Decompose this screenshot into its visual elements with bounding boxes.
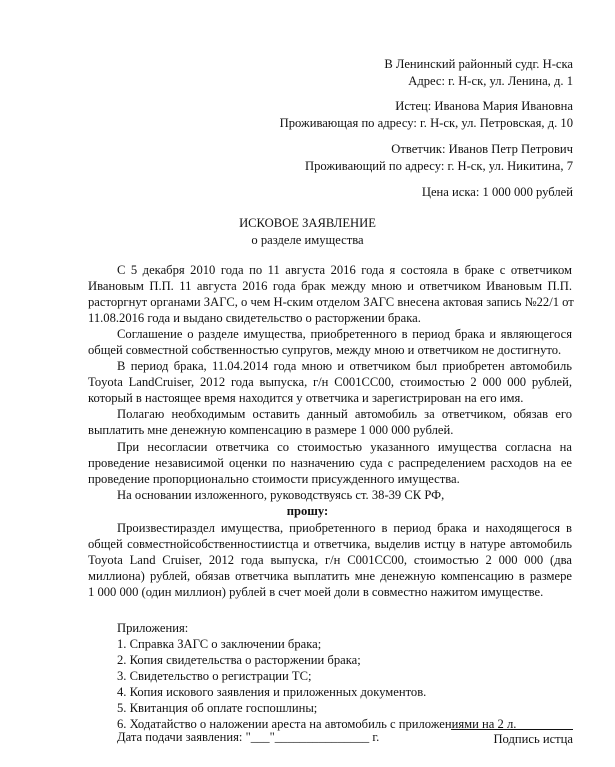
paragraph-line: В период брака, 11.04.2014 года мною и ответчиком был приобретен автомобиль xyxy=(117,359,572,373)
paragraph-line: проведение пропорционально стоимости присужденного имущества. xyxy=(88,472,460,486)
filing-date-line: Дата подачи заявления: "___"_______________ г. xyxy=(117,730,380,744)
defendant-address: Проживающий по адресу: г. Н-ск, ул. Никитина, 7 xyxy=(304,159,573,173)
paragraph-line: общей совместной собственностью супругов, между мною и ответчиком не достигнуто. xyxy=(88,343,562,357)
paragraph-line: На основании изложенного, руководствуясь ст. 38-39 СК РФ, xyxy=(117,488,445,502)
attachment-item: 1. Справка ЗАГС о заключении брака; xyxy=(117,637,322,651)
signature-block xyxy=(451,729,573,748)
court-name: В Ленинский районный судг. Н-ска xyxy=(384,57,573,71)
court-address: Адрес: г. Н-ск, ул. Ленина, д. 1 xyxy=(408,74,573,88)
paragraph-line: который в настоящее время находится у ответчика и зарегистрирован на его имя. xyxy=(88,391,524,405)
plaintiff-address: Проживающая по адресу: г. Н-ск, ул. Петровская, д. 10 xyxy=(279,116,573,130)
document-title: ИСКОВОЕ ЗАЯВЛЕНИЕ xyxy=(239,216,376,230)
paragraph-line: 1 000 000 (один миллион) рублей в счет моей доли в совместно нажитом имуществе. xyxy=(88,585,544,599)
paragraph-line: Произвестираздел имущества, приобретенного в период брака и находящегося в xyxy=(117,521,572,535)
paragraph-line: Toyota LandCruiser, 2012 года выпуска, г/н С001СС00, стоимостью 2 000 000 рублей, xyxy=(88,375,572,389)
paragraph-line: Полагаю необходимым оставить данный автомобиль за ответчиком, обязав его xyxy=(117,407,572,421)
attachment-item: 3. Свидетельство о регистрации ТС; xyxy=(117,669,312,683)
paragraph-line: миллиона) рублей, обязав ответчика выплатить мне денежную компенсацию в размере xyxy=(88,569,572,583)
attachment-item: 4. Копия искового заявления и приложенных документов. xyxy=(117,685,427,699)
attachments-heading: Приложения: xyxy=(117,621,189,635)
paragraph-line: выплатить мне денежную компенсацию в размере 1 000 000 рублей. xyxy=(88,423,454,437)
signature-caption: Подпись истца xyxy=(493,732,573,746)
paragraph-line: С 5 декабря 2010 года по 11 августа 2016 года я состояла в браке с ответчиком xyxy=(117,263,572,277)
signature-rule xyxy=(451,729,573,730)
claim-price: Цена иска: 1 000 000 рублей xyxy=(421,185,573,199)
paragraph-line: При несогласии ответчика со стоимостью указанного имущества согласна на xyxy=(117,440,572,454)
paragraph-line: проведение независимой оценки по назначению суда с распределением расходов на ее xyxy=(88,456,572,470)
attachment-item: 5. Квитанция об оплате госпошлины; xyxy=(117,701,318,715)
paragraph-line: Toyota Land Cruiser, 2012 года выпуска, г/н С001СС00, стоимостью 2 000 000 (два xyxy=(88,553,572,567)
attachment-item: 6. Ходатайство о наложении ареста на автомобиль с приложениями на 2 л. xyxy=(117,717,517,731)
paragraph-line: 11.08.2016 года и выдано свидетельство о расторжении брака. xyxy=(88,311,421,325)
paragraph-line: общей совместнойсобственностиистца и ответчика, выделив истцу в натуре автомобиль xyxy=(88,537,572,551)
request-heading: прошу: xyxy=(286,504,329,518)
document-subtitle: о разделе имущества xyxy=(251,233,364,247)
paragraph-line: Соглашение о разделе имущества, приобретенного в период брака и являющегося xyxy=(117,327,572,341)
attachment-item: 2. Копия свидетельства о расторжении брака; xyxy=(117,653,361,667)
paragraph-line: Ивановым П.П. 11 августа 2016 года брак между мною и ответчиком Ивановым П.П. xyxy=(88,279,572,293)
plaintiff-name: Истец: Иванова Мария Ивановна xyxy=(395,99,573,113)
paragraph-line: расторгнут органами ЗАГС, о чем Н-ским отделом ЗАГС внесена актовая запись №22/1 от xyxy=(88,295,574,309)
defendant-name: Ответчик: Иванов Петр Петрович xyxy=(391,142,573,156)
